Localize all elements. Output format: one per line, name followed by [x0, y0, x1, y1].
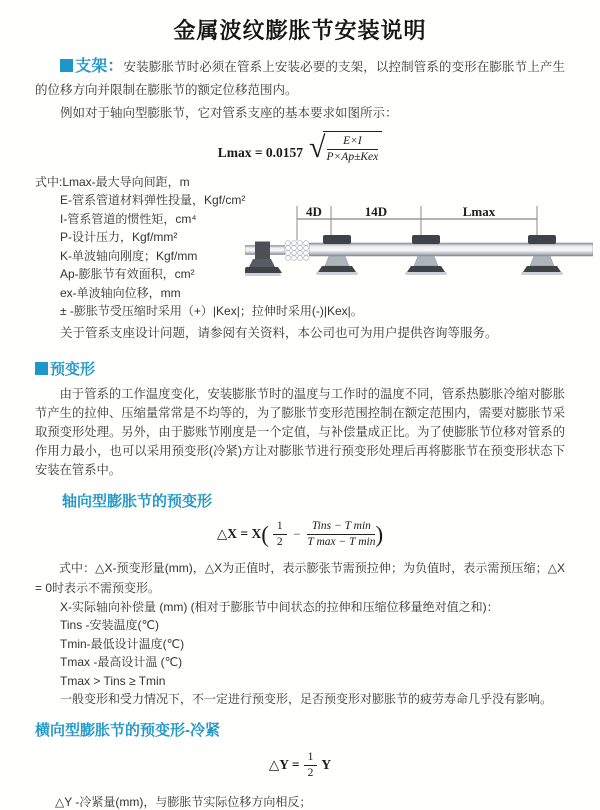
axial-definition-line: X-实际轴向补偿量 (mm) (相对于膨胀节中间状态的拉伸和压缩位移量绝对值之和)：	[60, 599, 499, 614]
pipe	[309, 243, 593, 256]
support-intro-text: 安装膨胀节时必须在管系上安装必要的支架，以控制管系的变形在膨胀节上产生的位移方向并限制在膨胀节的额定位移范围内。	[35, 60, 565, 97]
temperature-fraction: $\frac{\text{Tins − T min}}{\text{T max − T min}}$	[307, 519, 376, 548]
radical-sign-icon: √	[309, 130, 326, 164]
dim-label-lmax: Lmax	[462, 203, 496, 219]
axial-definition-line: Tmax > Tins ≥ Tmin	[60, 673, 166, 688]
lateral-subsection-heading: 横向型膨胀节的预变形-冷紧	[35, 721, 220, 739]
lateral-formula-tail: Y	[321, 756, 332, 772]
definition-line: P-设计压力，Kgf/mm²	[60, 230, 178, 245]
axial-support-diagram	[245, 203, 593, 283]
minus-operator: −	[293, 526, 301, 541]
dim-label-4d: 4D	[306, 203, 322, 219]
lateral-cold-pull-formula	[35, 750, 565, 781]
definition-line: ± -膨胀节受压缩时采用（+）|Kex|；拉伸时采用(-)|Kex|。	[60, 304, 363, 319]
axial-subsection-heading: 轴向型膨胀节的预变形	[62, 492, 213, 510]
axial-definition-line: Tins -安装温度(℃)	[60, 618, 160, 633]
axial-note-line: 一般变形和受力情况下，不一定进行预变形，足否预变形对膨胀节的疲劳寿命几乎没有影响。	[60, 692, 553, 707]
formula-definitions-block	[35, 173, 565, 321]
lateral-definition-line: △Y -冷紧量(mm)，与膨胀节实际位移方向相反；	[55, 794, 312, 809]
dim-label-14d: 14D	[364, 203, 388, 219]
support-section-heading	[60, 58, 123, 75]
support-intro-paragraph	[35, 55, 565, 102]
definition-line: E-管系管道材料弹性投量，Kgf/cm²	[60, 193, 246, 208]
lateral-formula-lead: △Y =	[268, 756, 300, 772]
axial-definition-line: Tmax -最高设计温 (℃)	[60, 655, 183, 670]
definition-line: I-管系管道的惯性矩，cm⁴	[60, 211, 197, 226]
predeform-heading-label: 预变形	[50, 360, 96, 378]
sqrt-radical	[309, 131, 382, 165]
axial-definition-line: Tmin-最低设计温度(℃)	[60, 636, 185, 651]
half-fraction: $\frac{1}{2}$	[304, 750, 318, 781]
section-square-icon	[60, 59, 73, 72]
axial-definition-paragraph: 式中：△X-预变形量(mm)，△X为正值时，表示膨张节需预拉伸；为负值时，表示需预压缩；△X = 0时表示不需预变形。	[35, 560, 565, 595]
definition-line: K-单波轴向刚度；Kgf/mm	[60, 248, 198, 263]
axial-formula-lead: △X = X	[216, 525, 262, 541]
support-note-line: 关于管系支座设计问题，请参阅有关资料，本公司也可为用户提供咨询等服务。	[60, 325, 498, 340]
lmax-formula	[35, 131, 565, 165]
page-title: 金属波纹膨胀节安装说明	[173, 18, 427, 43]
open-paren: (	[261, 521, 269, 547]
bellows-icon	[285, 240, 309, 260]
definition-line: ex-单波轴向位移，mm	[60, 285, 181, 300]
lmax-formula-lead: Lmax = 0.0157	[217, 144, 304, 160]
axial-predeform-formula	[35, 519, 565, 550]
half-fraction: $\frac{1}{2}$	[273, 519, 287, 550]
lmax-formula-denominator: P×Ap±Kex	[326, 150, 379, 163]
close-paren: )	[375, 521, 384, 547]
definition-line: 式中:Lmax-最大导向间距，m	[35, 174, 190, 189]
definition-line: Ap-膨胀节有效面积，cm²	[60, 267, 195, 282]
support-example-line: 例如对于轴向型膨胀节，它对管系支座的基本要求如图所示：	[60, 106, 398, 120]
predeform-section-heading	[35, 358, 565, 379]
section-square-icon	[35, 362, 48, 375]
support-heading-label: 支架：	[75, 58, 124, 75]
lmax-formula-numerator: E×I	[327, 134, 379, 150]
predeform-paragraph: 由于管系的工作温度变化，安装膨胀节时的温度与工作时的温度不同，管系热膨胀冷缩对膨胀节产生的拉伸、压缩量常常是不均等的，为了膨胀节变形范围控制在额定范围内，需要对膨胀节采取预变形处理。另外，由于膨账节刚度是一个定值，与补偿量成正比。为了使膨胀节位移对管系的作用力最小，也可以采用预变形(冷紧)方让对膨胀节进行预变形处理后再将膨胀节在预变形状态下安装在管系中。	[35, 386, 565, 477]
